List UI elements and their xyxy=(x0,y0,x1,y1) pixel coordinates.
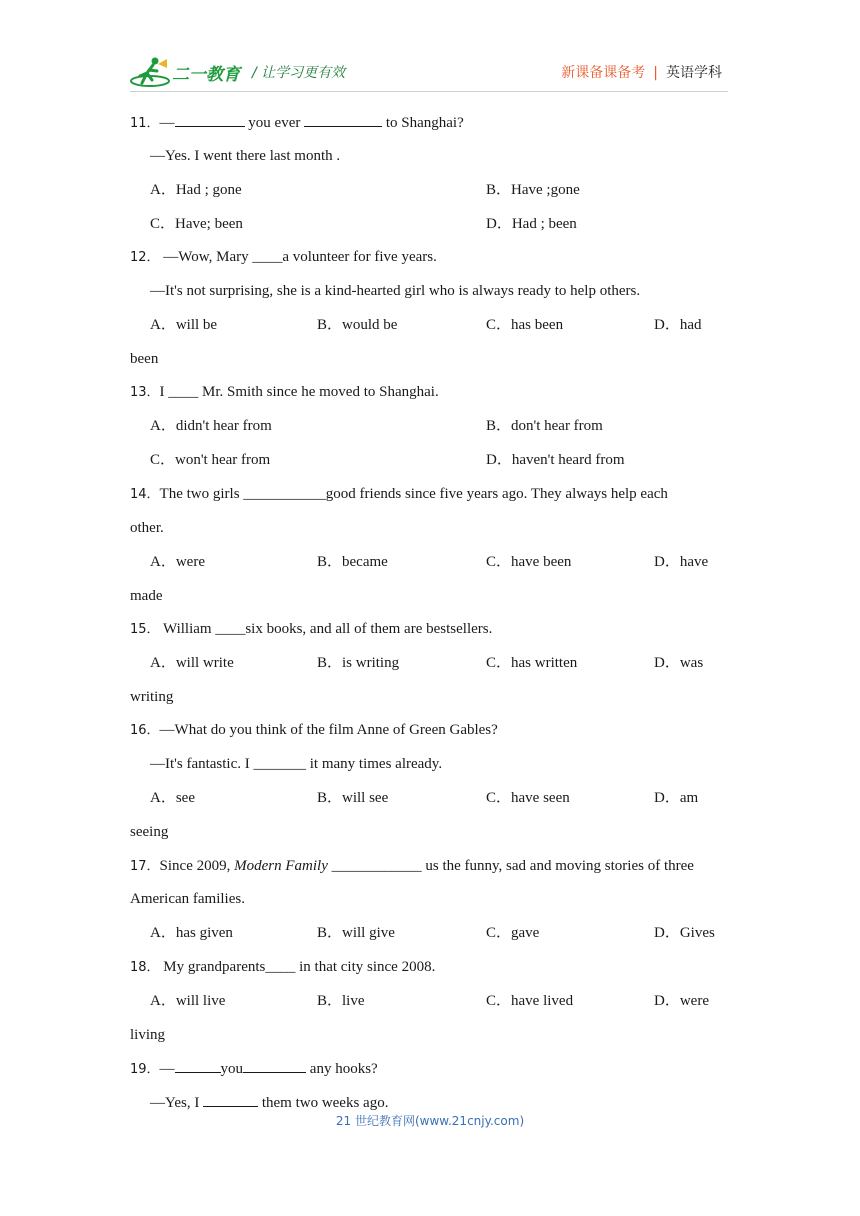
option-a: A．has given xyxy=(150,925,233,941)
option-c: C．won't hear from xyxy=(150,452,271,468)
question-stem: —What do you think of the film Anne of Green Gables? xyxy=(159,722,498,738)
option-c: C．have been xyxy=(486,554,572,570)
question-15 xyxy=(130,619,492,640)
question-number: 12． xyxy=(130,250,160,265)
option-d: D．were xyxy=(654,993,709,1009)
question-stem: Since 2009, xyxy=(159,858,235,874)
option-wrap: been xyxy=(130,351,159,367)
show-title: Modern Family xyxy=(234,858,328,874)
option-b: B．became xyxy=(317,554,388,570)
question-16 xyxy=(130,720,498,741)
question-stem: any hooks? xyxy=(306,1061,378,1077)
question-stem: The two girls ___________good friends since five years ago. They always help each xyxy=(159,486,668,502)
option-a: A．were xyxy=(150,554,205,570)
option-b: B．live xyxy=(317,993,365,1009)
answer-blank xyxy=(243,1058,306,1073)
option-c: C．gave xyxy=(486,925,540,941)
question-stem: ____________ us the funny, sad and moving stories of three xyxy=(327,858,694,874)
option-wrap: writing xyxy=(130,689,174,705)
question-stem: —Wow, Mary ____a volunteer for five years. xyxy=(159,249,437,265)
slogan: / 让学习更有效 xyxy=(252,65,346,81)
question-14 xyxy=(130,484,668,505)
option-a: A．didn't hear from xyxy=(150,418,272,434)
question-stem: My grandparents____ in that city since 2008. xyxy=(159,959,436,975)
logo xyxy=(130,56,240,88)
option-d: D．was xyxy=(654,655,704,671)
subject-label: 英语学科 xyxy=(666,65,722,81)
option-c: C．have lived xyxy=(486,993,574,1009)
question-stem: I ____ Mr. Smith since he moved to Shanghai. xyxy=(159,384,439,400)
option-a: A．will write xyxy=(150,655,234,671)
question-number: 15． xyxy=(130,622,160,637)
question-stem: you ever xyxy=(244,115,305,131)
option-a: A．will be xyxy=(150,317,218,333)
option-b: B．Have ;gone xyxy=(486,182,580,198)
option-d: D．Gives xyxy=(654,925,715,941)
question-stem: — xyxy=(159,115,175,131)
runner-logo-icon xyxy=(130,56,170,88)
header-separator: | xyxy=(653,65,658,81)
option-wrap: made xyxy=(130,588,163,604)
option-d: D．have xyxy=(654,554,709,570)
stem-wrap: other. xyxy=(130,520,164,536)
question-12 xyxy=(130,247,437,268)
answer-blank xyxy=(175,1058,221,1073)
question-number: 19． xyxy=(130,1062,160,1077)
stem-wrap: American families. xyxy=(130,891,245,907)
logo-text: 二一教育 xyxy=(172,64,240,85)
dialogue-reply: —It's not surprising, she is a kind-hearted girl who is always ready to help others. xyxy=(150,283,641,299)
question-13 xyxy=(130,382,439,403)
reply-text: —Yes, I xyxy=(150,1095,204,1111)
option-b: B．don't hear from xyxy=(486,418,603,434)
question-17 xyxy=(130,856,694,877)
answer-blank xyxy=(175,112,245,127)
option-c: C．has been xyxy=(486,317,564,333)
question-number: 11． xyxy=(130,116,160,131)
question-number: 17． xyxy=(130,859,160,874)
option-c: C．have seen xyxy=(486,790,570,806)
exam-label: 新课备课备考 xyxy=(561,65,646,81)
question-19 xyxy=(130,1058,378,1080)
option-wrap: seeing xyxy=(130,824,169,840)
option-a: A．Had ; gone xyxy=(150,182,242,198)
question-18 xyxy=(130,957,435,978)
option-b: B．would be xyxy=(317,317,398,333)
question-stem: to Shanghai? xyxy=(382,115,464,131)
option-b: B．will see xyxy=(317,790,389,806)
question-stem: — xyxy=(159,1061,175,1077)
question-11 xyxy=(130,112,464,134)
dialogue-reply xyxy=(150,1092,388,1113)
question-stem: William ____six books, and all of them are bestsellers. xyxy=(159,621,493,637)
option-b: B．will give xyxy=(317,925,395,941)
question-number: 18． xyxy=(130,960,160,975)
header-right xyxy=(561,62,722,82)
option-d: D．had xyxy=(654,317,702,333)
option-d: D．am xyxy=(654,790,699,806)
option-a: A．see xyxy=(150,790,195,806)
question-number: 14． xyxy=(130,487,160,502)
answer-blank xyxy=(203,1092,258,1107)
question-stem: you xyxy=(220,1061,244,1077)
dialogue-reply: —Yes. I went there last month . xyxy=(150,148,341,164)
page-footer: 21 世纪教育网(www.21cnjy.com) xyxy=(335,1114,525,1128)
reply-text: them two weeks ago. xyxy=(258,1095,389,1111)
option-c: C．Have; been xyxy=(150,216,243,232)
option-a: A．will live xyxy=(150,993,226,1009)
question-number: 13． xyxy=(130,385,160,400)
option-wrap: living xyxy=(130,1027,166,1043)
question-number: 16． xyxy=(130,723,160,738)
answer-blank xyxy=(304,112,382,127)
dialogue-reply: —It's fantastic. I _______ it many times already. xyxy=(150,756,443,772)
option-b: B．is writing xyxy=(317,655,400,671)
page-header xyxy=(130,56,730,90)
header-divider xyxy=(130,91,728,92)
option-c: C．has written xyxy=(486,655,578,671)
option-d: D．Had ; been xyxy=(486,216,577,232)
option-d: D．haven't heard from xyxy=(486,452,625,468)
